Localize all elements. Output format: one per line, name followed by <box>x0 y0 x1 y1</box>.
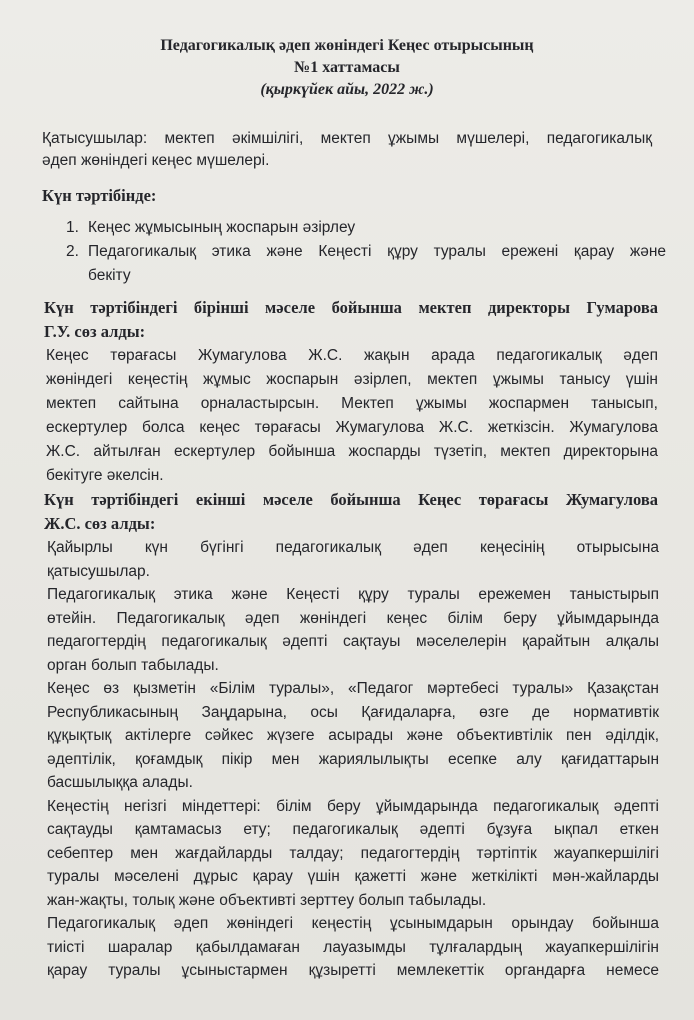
section1-paragraph <box>46 344 658 488</box>
agenda-item-number: 1. <box>66 219 79 236</box>
section2-paragraph <box>47 536 659 983</box>
document-date: (қыркүйек айы, 2022 ж.) <box>260 81 434 98</box>
agenda-list <box>66 217 666 289</box>
section2-heading <box>44 488 658 536</box>
text-line: Қайырлы күн бүгінгі педагогикалық әдеп кеңесінің отырысына <box>47 539 659 556</box>
participants-paragraph <box>42 128 652 172</box>
text-line: жан-жақты, толық және объективті зерттеу болып табылады. <box>47 891 487 909</box>
agenda-item-text: бекіту <box>88 267 131 284</box>
text-line: Кеңестің негізгі міндеттері: білім беру ұйымдарында педагогикалық әдепті <box>47 797 659 815</box>
text-line: Педагогикалық әдеп жөніндегі кеңестің ұсынымдарын орындау бойынша <box>47 915 659 932</box>
text-line: ескертулер болса кеңес төрағасы Жумагулова Ж.С. жеткізсін. Жумагулова <box>46 419 658 436</box>
text-line: Кеңес төрағасы Жумагулова Ж.С. жақын арада педагогикалық әдеп <box>46 347 658 364</box>
text-line: құқықтық актілерге сәйкес жүзеге асырады және объективтілік пен әділдік, <box>47 727 659 744</box>
heading-line: Г.У. сөз алды: <box>44 322 146 341</box>
text-line: Кеңес өз қызметін «Білім туралы», «Педагог мәртебесі туралы» Қазақстан <box>47 680 659 697</box>
text-line: Қатысушылар: мектеп әкімшілігі, мектеп ұжымы мүшелері, педагогикалық <box>42 130 652 147</box>
agenda-item <box>66 241 666 289</box>
agenda-item <box>66 217 666 241</box>
text-line: педагогтердің педагогикалық әдепті сақтауы мәселелерін қарайтын алқалы <box>47 633 659 650</box>
text-line: Ж.С. айтылған ескертулер бойынша жоспарды түзетіп, мектеп директорына <box>46 443 658 460</box>
protocol-number: №1 хаттамасы <box>294 59 400 76</box>
document-title: Педагогикалық әдеп жөніндегі Кеңес отырысының <box>160 37 534 54</box>
text-line: бекітуге әкелсін. <box>46 467 164 484</box>
agenda-item-text: Педагогикалық этика және Кеңесті құру туралы ережені қарау және <box>88 243 666 260</box>
agenda-heading: Күн тәртібінде: <box>42 186 157 205</box>
text-line: тиісті шаралар қабылдамаған лауазымды тұлғалардың жауапкершілігін <box>47 938 659 956</box>
text-line: әдеп жөніндегі кеңес мүшелері. <box>42 152 270 169</box>
text-line: Педагогикалық этика және Кеңесті құру туралы ережемен таныстырып <box>47 586 659 603</box>
agenda-item-text: Кеңес жұмысының жоспарын әзірлеу <box>88 219 356 236</box>
agenda-item-number: 2. <box>66 243 79 260</box>
text-line: орган болып табылады. <box>47 656 219 674</box>
text-line: Республикасының Заңдарына, осы Қағидаларға, өзге де нормативтік <box>47 703 659 721</box>
text-line: жөніндегі кеңестің жұмыс жоспарын әзірлеп, мектеп ұжымы танысу үшін <box>46 371 658 388</box>
heading-line: Ж.С. сөз алды: <box>44 514 156 533</box>
text-line: сақтауды қамтамасыз ету; педагогикалық әдепті бұзуға ықпал еткен <box>47 821 659 838</box>
text-line: әдептілік, қоғамдық пікір мен жариялылықты есепке алу қағидаттарын <box>47 750 659 768</box>
section1-heading <box>44 296 658 344</box>
text-line: қатысушылар. <box>47 562 150 580</box>
text-line: қарау туралы ұсыныстармен құзыретті мемлекеттік органдарға немесе <box>47 962 659 979</box>
text-line: туралы мәселені дұрыс қарау үшін қажетті және жеткілікті мән-жайларды <box>47 868 659 885</box>
heading-line: Күн тәртібіндегі бірінші мәселе бойынша мектеп директоры Гумарова <box>44 298 658 317</box>
text-line: басшылыққа алады. <box>47 774 193 791</box>
text-line: өтейін. Педагогикалық әдеп жөніндегі кеңес білім беру ұйымдарында <box>47 609 659 627</box>
heading-line: Күн тәртібіндегі екінші мәселе бойынша Кеңес төрағасы Жумагулова <box>44 490 658 509</box>
text-line: себептер мен жағдайларды талдау; педагогтердің тәртіптік жауапкершілігі <box>47 844 659 862</box>
text-line: мектеп сайтына орналастырсын. Мектеп ұжымы жоспармен танысып, <box>46 395 658 412</box>
